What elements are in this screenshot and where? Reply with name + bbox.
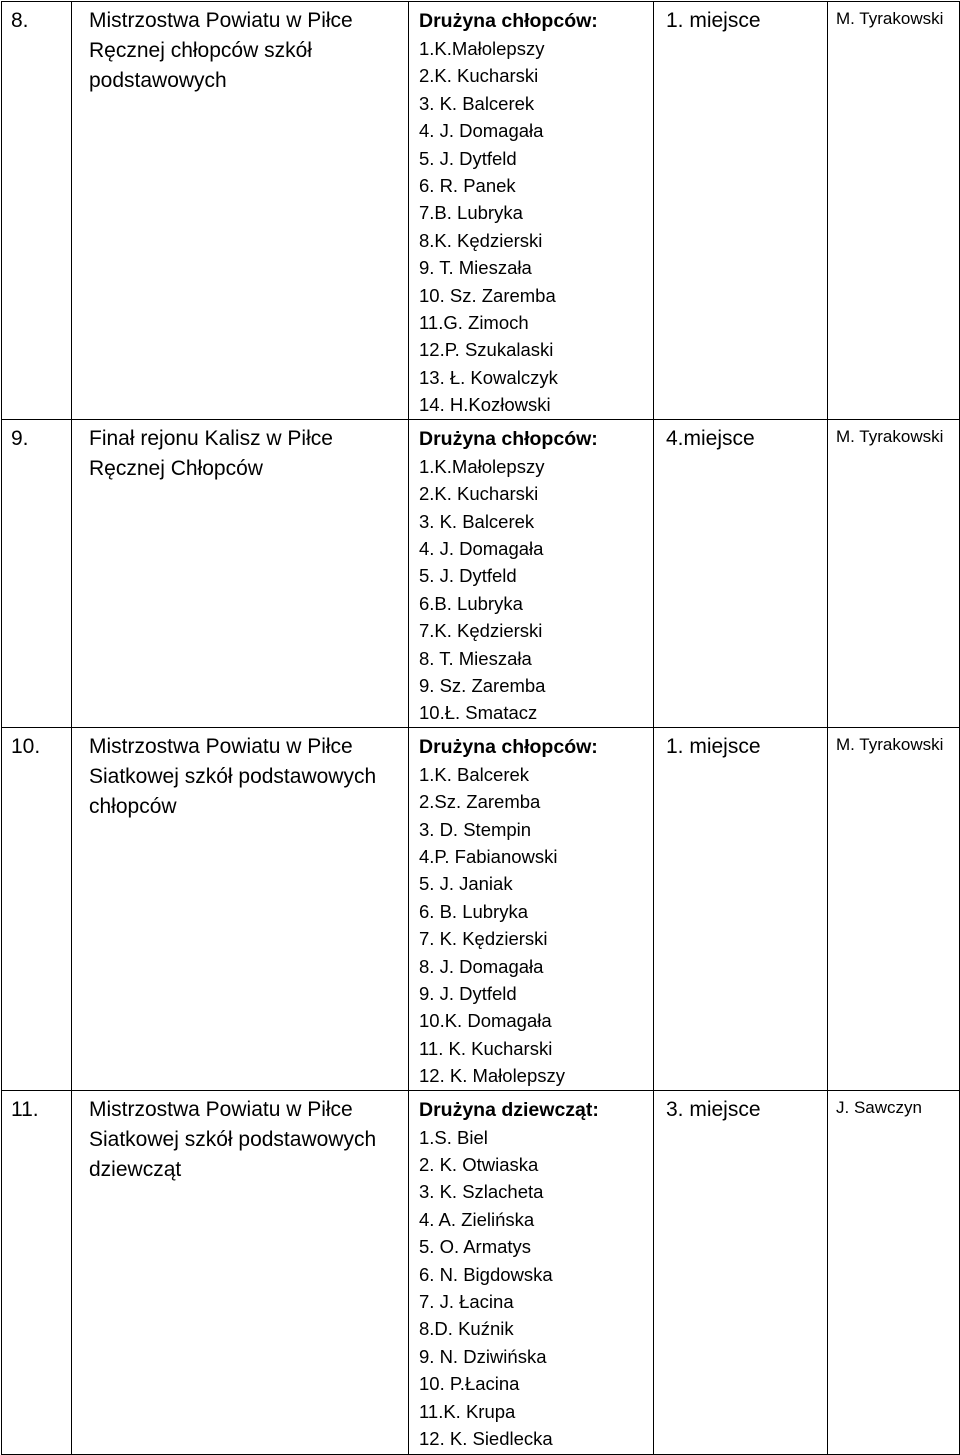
player-name: 8.D. Kuźnik xyxy=(419,1318,514,1340)
player-name: 1.K. Balcerek xyxy=(419,763,530,785)
player-name: 4. A. Zielińska xyxy=(419,1208,535,1230)
player-name: 10.Ł. Smatacz xyxy=(419,702,538,724)
row-number: 10. xyxy=(2,727,72,1090)
player-name: 3. K. Balcerek xyxy=(419,510,535,532)
team-header: Drużyna dziewcząt: xyxy=(419,1098,599,1121)
team-roster xyxy=(409,727,654,1090)
player-name: 5. J. Dytfeld xyxy=(419,565,517,587)
player-name: 8. J. Domagała xyxy=(419,955,544,977)
player-name: 6. R. Panek xyxy=(419,175,516,197)
player-name: 7. J. Łacina xyxy=(419,1291,514,1313)
team-roster xyxy=(409,419,654,727)
place-result: 1. miejsce xyxy=(654,727,828,1090)
player-name: 5. J. Janiak xyxy=(419,873,513,895)
team-header: Drużyna chłopców: xyxy=(419,10,598,32)
player-name: 11.K. Krupa xyxy=(419,1400,516,1422)
team-header: Drużyna chłopców: xyxy=(419,427,598,450)
table-row xyxy=(2,419,960,727)
player-name: 9. N. Dziwińska xyxy=(419,1345,547,1367)
event-name: Finał rejonu Kalisz w Piłce Ręcznej Chłopców xyxy=(72,419,409,727)
row-number: 11. xyxy=(2,1090,72,1454)
player-name: 12.P. Szukalaski xyxy=(419,339,554,361)
player-name: 9. J. Dytfeld xyxy=(419,983,517,1004)
place-result: 4.miejsce xyxy=(654,419,828,727)
table-row xyxy=(2,2,960,420)
player-name: 14. H.Kozłowski xyxy=(419,394,551,416)
player-name: 6. B. Lubryka xyxy=(419,900,529,922)
player-name: 10. P.Łacina xyxy=(419,1373,520,1395)
player-name: 1.S. Biel xyxy=(419,1126,488,1148)
coach-name: M. Tyrakowski xyxy=(828,727,960,1090)
player-name: 4.P. Fabianowski xyxy=(419,845,558,867)
player-name: 6. N. Bigdowska xyxy=(419,1263,553,1285)
player-name: 7.K. Kędzierski xyxy=(419,620,543,642)
player-name: 12. K. Siedlecka xyxy=(419,1428,553,1450)
results-table xyxy=(1,1,960,1455)
player-name: 10.K. Domagała xyxy=(419,1010,552,1032)
player-name: 5. O. Armatys xyxy=(419,1236,532,1258)
place-result: 3. miejsce xyxy=(654,1090,828,1454)
player-name: 2.K. Kucharski xyxy=(419,65,539,87)
player-name: 9. T. Mieszała xyxy=(419,257,532,279)
coach-name: M. Tyrakowski xyxy=(828,2,960,420)
player-name: 9. Sz. Zaremba xyxy=(419,674,546,696)
player-name: 1.K.Małolepszy xyxy=(419,38,545,59)
row-number: 9. xyxy=(2,419,72,727)
player-name: 11.G. Zimoch xyxy=(419,312,529,334)
player-name: 4. J. Domagała xyxy=(419,120,544,142)
coach-name: J. Sawczyn xyxy=(828,1090,960,1454)
player-name: 1.K.Małolepszy xyxy=(419,455,545,477)
player-name: 7. K. Kędzierski xyxy=(419,928,548,950)
table-row xyxy=(2,1090,960,1454)
player-name: 12. K. Małolepszy xyxy=(419,1065,566,1087)
player-name: 8. T. Mieszała xyxy=(419,647,532,669)
player-name: 3. D. Stempin xyxy=(419,818,532,840)
player-name: 11. K. Kucharski xyxy=(419,1037,553,1059)
player-name: 13. Ł. Kowalczyk xyxy=(419,366,558,388)
player-name: 4. J. Domagała xyxy=(419,537,544,559)
event-name: Mistrzostwa Powiatu w Piłce Siatkowej szkół podstawowych dziewcząt xyxy=(72,1090,409,1454)
team-roster xyxy=(409,1090,654,1454)
event-name: Mistrzostwa Powiatu w Piłce Ręcznej chłopców szkół podstawowych xyxy=(72,2,409,420)
player-name: 7.B. Lubryka xyxy=(419,202,523,224)
table-row xyxy=(2,727,960,1090)
coach-name: M. Tyrakowski xyxy=(828,419,960,727)
row-number: 8. xyxy=(2,2,72,420)
event-name: Mistrzostwa Powiatu w Piłce Siatkowej szkół podstawowych chłopców xyxy=(72,727,409,1090)
player-name: 6.B. Lubryka xyxy=(419,592,523,614)
player-name: 2. K. Otwiaska xyxy=(419,1154,539,1176)
team-header: Drużyna chłopców: xyxy=(419,735,598,758)
player-name: 3. K. Szlacheta xyxy=(419,1181,544,1203)
player-name: 2.Sz. Zaremba xyxy=(419,791,541,813)
player-name: 10. Sz. Zaremba xyxy=(419,284,556,306)
player-name: 2.K. Kucharski xyxy=(419,483,539,505)
place-result: 1. miejsce xyxy=(654,2,828,420)
team-roster xyxy=(409,2,654,420)
player-name: 8.K. Kędzierski xyxy=(419,229,543,251)
player-name: 3. K. Balcerek xyxy=(419,92,535,114)
player-name: 5. J. Dytfeld xyxy=(419,147,517,169)
